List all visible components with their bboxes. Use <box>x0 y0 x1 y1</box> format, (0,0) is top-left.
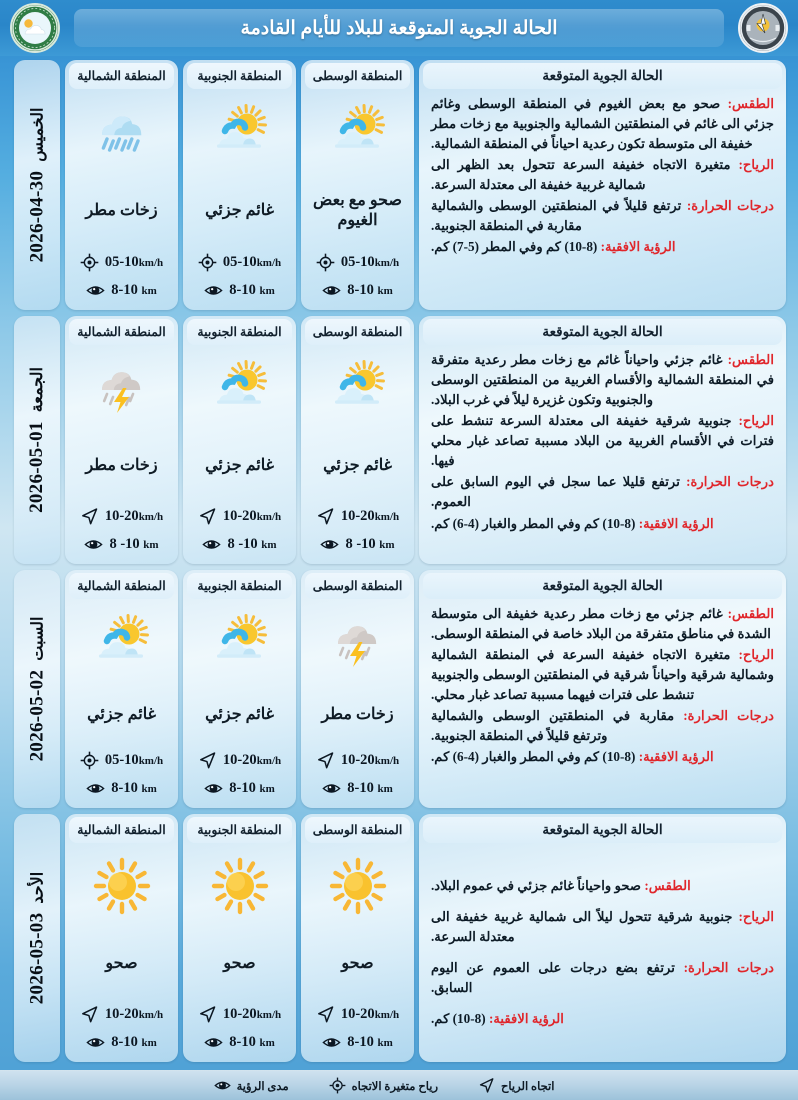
condition-text: زخات مطر <box>85 201 158 219</box>
wind-speed-unit: km/h <box>138 511 164 523</box>
wind-direction-arrow-icon <box>198 507 217 526</box>
region-cell-southern <box>183 814 296 1062</box>
region-header-southern: المنطقة الجنوبية <box>187 63 292 89</box>
narrative-body <box>419 843 786 1062</box>
narrative-label: درجات الحرارة: <box>683 960 774 975</box>
sun-icon <box>89 849 155 923</box>
visibility-eye-icon <box>214 1077 231 1094</box>
variable-wind-icon <box>316 253 335 272</box>
wind-speed-number: 05-10 <box>340 254 375 270</box>
forecast-day-name: الأحد <box>28 871 46 904</box>
narrative-label: الرياح: <box>738 413 774 429</box>
narrative-text: (8-10) كم وفي المطر والغبار (4-6) كم. <box>431 515 636 531</box>
visibility-eye-icon <box>322 281 341 300</box>
forecast-day-name: الخميس <box>29 107 46 162</box>
forecast-narrative-panel <box>419 60 786 310</box>
day-row <box>14 570 786 808</box>
narrative-paragraph <box>431 514 774 534</box>
region-cell-northern <box>65 570 178 808</box>
visibility-eye-icon <box>322 1033 341 1052</box>
visibility-value <box>347 282 393 299</box>
visibility-number: 8-10 <box>347 1034 374 1050</box>
forecast-date: 2026-04-30 <box>26 170 47 263</box>
condition-text: زخات مطر <box>321 705 394 723</box>
visibility-value <box>111 1034 157 1051</box>
wind-speed-unit: km/h <box>374 1009 400 1021</box>
visibility-number: 8-10 <box>111 282 138 298</box>
wind-speed-number: 10-20 <box>104 1006 139 1022</box>
sun-icon <box>325 849 391 923</box>
visibility-number: 8 -10 <box>109 536 140 552</box>
visibility-number: 8-10 <box>111 1034 138 1050</box>
visibility-unit: km <box>141 1037 157 1049</box>
wind-metric <box>185 253 294 272</box>
date-column <box>14 570 60 808</box>
wind-speed-value <box>105 254 163 271</box>
sun-behind-cloud-icon <box>325 95 391 169</box>
wind-speed-value <box>341 1006 399 1023</box>
visibility-eye-icon <box>86 1033 105 1052</box>
condition-text: صحو <box>105 954 138 972</box>
narrative-label: درجات الحرارة: <box>686 474 774 490</box>
thunderstorm-icon <box>89 351 155 425</box>
wind-speed-unit: km/h <box>138 755 164 767</box>
legend-item <box>329 1077 438 1094</box>
region-body <box>183 843 296 1062</box>
forecast-day-name: السبت <box>28 616 46 661</box>
narrative-text: غائم جزئي واحياناً غائم مع زخات مطر رعدية متفرقة في المنطقة الشمالية والأقسام الغربية من المنطقتين الوسطى والجنوبية وتكون غزيرة ليلاً في غرب البلاد. <box>431 352 774 408</box>
narrative-body <box>419 345 786 564</box>
visibility-unit: km <box>259 285 275 297</box>
narrative-paragraph <box>431 604 774 644</box>
visibility-metric <box>67 1033 176 1052</box>
visibility-metric <box>67 281 176 300</box>
region-body <box>301 89 414 310</box>
wind-speed-unit: km/h <box>374 511 400 523</box>
wind-speed-unit: km/h <box>256 1009 282 1021</box>
narrative-text: (8-10) كم وفي المطر والغبار (4-6) كم. <box>431 749 636 765</box>
wind-speed-number: 05-10 <box>104 752 139 768</box>
narrative-text: جنوبية شرقية تتحول ليلاً الى شمالية غربية خفيفة الى معتدلة السرعة. <box>431 908 733 944</box>
rain-shower-icon <box>89 95 155 169</box>
visibility-metric <box>67 535 176 554</box>
wind-speed-unit: km/h <box>374 257 400 269</box>
visibility-metric <box>185 1033 294 1052</box>
legend-label: اتجاه الرياح <box>501 1080 555 1093</box>
narrative-paragraph <box>431 907 774 947</box>
condition-text: غائم جزئي <box>323 456 392 474</box>
wind-speed-value <box>105 508 163 525</box>
narrative-label: الرؤية الافقية: <box>638 515 714 531</box>
condition-text: زخات مطر <box>85 456 158 474</box>
visibility-unit: km <box>141 783 157 795</box>
narrative-text: مقاربة في المنطقتين الوسطى والشمالية وترتفع قليلاً في المنطقة الجنوبية. <box>431 708 675 744</box>
visibility-value <box>109 536 158 553</box>
narrative-text: صحو مع بعض الغيوم في المنطقة الوسطى وغائم جزئي الى غائم في المنطقتين الشمالية والجنوبية مع زخات مطر خفيفة الى متوسطة تكون رعدية احياناً في المنطقة الشمالية. <box>431 96 774 152</box>
legend-label: مدى الرؤية <box>236 1080 289 1093</box>
visibility-eye-icon <box>320 535 339 554</box>
day-row <box>14 316 786 564</box>
narrative-label: الرياح: <box>738 157 774 173</box>
sun-behind-cloud-icon <box>89 605 155 679</box>
region-body <box>183 345 296 564</box>
visibility-value <box>229 1034 275 1051</box>
visibility-metric <box>303 535 412 554</box>
wind-speed-unit: km/h <box>256 511 282 523</box>
wind-metric <box>67 253 176 272</box>
wind-speed-value <box>223 508 281 525</box>
forecast-narrative-panel <box>419 814 786 1062</box>
wind-speed-unit: km/h <box>256 257 282 269</box>
wind-metric <box>67 507 176 526</box>
narrative-text: متغيرة الاتجاه خفيفة السرعة في المنطقة الشمالية وشمالية شرقية واحياناً شرقية في المنطقتين الوسطى والجنوبية تنشط على فترات فيهما مسببة تصاعد غبار محلي. <box>431 647 774 703</box>
wind-direction-arrow-icon <box>316 1005 335 1024</box>
wind-speed-value <box>223 254 281 271</box>
narrative-label: الرياح: <box>738 647 774 663</box>
variable-wind-icon <box>80 751 99 770</box>
wind-direction-arrow-icon <box>80 507 99 526</box>
region-cell-central <box>301 570 414 808</box>
visibility-number: 8-10 <box>111 780 138 796</box>
condition-text: غائم جزئي <box>205 705 274 723</box>
wind-speed-value <box>223 752 281 769</box>
forecast-date: 2026-05-01 <box>25 421 47 513</box>
region-body <box>183 89 296 310</box>
narrative-text: جنوبية شرقية خفيفة الى معتدلة السرعة تنشط على فترات في الأقسام الغربية من البلاد مسببة تصاعد غبار محلي فيها. <box>431 413 774 469</box>
visibility-value <box>227 536 276 553</box>
narrative-header: الحالة الجوية المتوقعة <box>423 63 782 89</box>
visibility-eye-icon <box>202 535 221 554</box>
wind-direction-arrow-icon <box>478 1077 495 1094</box>
visibility-unit: km <box>143 539 159 551</box>
narrative-label: الطقس: <box>727 352 774 367</box>
region-cell-northern <box>65 60 178 310</box>
region-body <box>301 599 414 808</box>
visibility-metric <box>303 281 412 300</box>
visibility-number: 8 -10 <box>345 536 376 552</box>
condition-text: غائم جزئي <box>87 705 156 723</box>
narrative-label: الطقس: <box>644 877 691 893</box>
wind-speed-unit: km/h <box>138 1009 164 1021</box>
condition-text: غائم جزئي <box>205 201 274 219</box>
region-body <box>65 345 178 564</box>
region-body <box>65 843 178 1062</box>
wind-speed-value <box>105 752 163 769</box>
visibility-value <box>229 282 275 299</box>
region-header-northern: المنطقة الشمالية <box>69 817 174 843</box>
region-cell-central <box>301 60 414 310</box>
date-label-group <box>26 367 48 513</box>
narrative-text: متغيرة الاتجاه خفيفة السرعة تتحول بعد الظهر الى شمالية غربية خفيفة الى معتدلة السرعة. <box>431 157 731 193</box>
narrative-text: غائم جزئي مع زخات مطر رعدية خفيفة الى متوسطة الشدة في مناطق متفرقة من البلاد خاصة في المنطقة الوسطى. <box>431 606 771 642</box>
narrative-text: ترتفع قليلا عما سجل في اليوم السابق على العموم. <box>431 474 680 510</box>
narrative-label: الرؤية الافقية: <box>638 749 714 765</box>
narrative-paragraph <box>431 747 774 767</box>
wind-speed-unit: km/h <box>374 755 400 767</box>
visibility-metric <box>185 281 294 300</box>
region-cell-central <box>301 316 414 564</box>
visibility-metric <box>185 779 294 798</box>
visibility-eye-icon <box>84 535 103 554</box>
region-header-southern: المنطقة الجنوبية <box>187 817 292 843</box>
wind-metric <box>303 751 412 770</box>
region-body <box>183 599 296 808</box>
visibility-value <box>345 536 394 553</box>
region-header-northern: المنطقة الشمالية <box>69 319 174 345</box>
header-title-banner <box>74 9 724 47</box>
visibility-unit: km <box>141 285 157 297</box>
visibility-number: 8-10 <box>229 1034 256 1050</box>
region-body <box>301 345 414 564</box>
narrative-paragraph <box>431 155 774 195</box>
date-label-group <box>26 872 48 1005</box>
region-body <box>65 89 178 310</box>
narrative-label: الرياح: <box>738 908 775 924</box>
wind-metric <box>303 253 412 272</box>
wind-speed-number: 10-20 <box>222 508 257 524</box>
condition-text: غائم جزئي <box>205 456 274 474</box>
region-header-southern: المنطقة الجنوبية <box>187 319 292 345</box>
visibility-unit: km <box>259 783 275 795</box>
wind-speed-number: 10-20 <box>222 752 257 768</box>
meteorology-seal-logo <box>738 3 788 53</box>
visibility-unit: km <box>379 539 395 551</box>
forecast-narrative-panel <box>419 570 786 808</box>
weather-cloud-sun-logo <box>10 3 60 53</box>
narrative-label: درجات الحرارة: <box>683 708 775 724</box>
region-header-central: المنطقة الوسطى <box>305 319 410 345</box>
narrative-paragraph <box>431 958 774 998</box>
wind-direction-arrow-icon <box>316 507 335 526</box>
narrative-paragraph <box>431 645 774 705</box>
wind-metric <box>185 1005 294 1024</box>
visibility-eye-icon <box>86 779 105 798</box>
region-header-northern: المنطقة الشمالية <box>69 573 174 599</box>
region-cell-central <box>301 814 414 1062</box>
variable-wind-icon <box>329 1077 346 1094</box>
wind-speed-value <box>341 508 399 525</box>
narrative-label: درجات الحرارة: <box>686 198 774 214</box>
page-title: الحالة الجوية المتوقعة للبلاد للأيام القادمة <box>240 17 558 39</box>
wind-metric <box>185 507 294 526</box>
condition-text: صحو <box>341 954 374 972</box>
date-column <box>14 814 60 1062</box>
wind-speed-number: 05-10 <box>222 254 257 270</box>
wind-metric <box>303 507 412 526</box>
narrative-paragraph <box>431 94 774 154</box>
wind-speed-value <box>341 254 399 271</box>
narrative-paragraph <box>431 876 774 896</box>
wind-speed-unit: km/h <box>138 257 164 269</box>
condition-text: صحو <box>223 954 256 972</box>
thunderstorm-icon <box>325 605 391 679</box>
forecast-day-name: الجمعة <box>28 367 46 413</box>
wind-speed-number: 05-10 <box>104 254 139 270</box>
narrative-paragraph <box>431 472 774 512</box>
legend-footer <box>0 1070 798 1100</box>
region-body <box>65 599 178 808</box>
region-cell-northern <box>65 814 178 1062</box>
narrative-text: ترتفع قليلاً في المنطقتين الوسطى والشمالية مقاربة في المنطقة الجنوبية. <box>431 198 682 234</box>
narrative-header: الحالة الجوية المتوقعة <box>423 817 782 843</box>
date-column <box>14 316 60 564</box>
visibility-unit: km <box>377 285 393 297</box>
narrative-paragraph <box>431 350 774 410</box>
visibility-eye-icon <box>204 779 223 798</box>
wind-speed-value <box>223 1006 281 1023</box>
narrative-label: الرؤية الافقية: <box>488 1011 564 1027</box>
narrative-paragraph <box>431 411 774 471</box>
wind-metric <box>67 1005 176 1024</box>
wind-direction-arrow-icon <box>316 751 335 770</box>
forecast-date: 2026-05-02 <box>25 669 47 762</box>
region-body <box>301 843 414 1062</box>
narrative-body <box>419 599 786 808</box>
visibility-eye-icon <box>204 281 223 300</box>
visibility-number: 8-10 <box>229 282 256 298</box>
narrative-header: الحالة الجوية المتوقعة <box>423 319 782 345</box>
visibility-unit: km <box>259 1037 275 1049</box>
visibility-value <box>111 282 157 299</box>
visibility-metric <box>185 535 294 554</box>
forecast-narrative-panel <box>419 316 786 564</box>
visibility-unit: km <box>377 783 393 795</box>
visibility-eye-icon <box>86 281 105 300</box>
narrative-paragraph <box>431 196 774 236</box>
wind-direction-arrow-icon <box>198 1005 217 1024</box>
narrative-text: ترتفع بضع درجات على العموم عن اليوم السابق. <box>431 960 675 996</box>
narrative-label: الطقس: <box>727 606 775 621</box>
wind-speed-value <box>341 752 399 769</box>
region-cell-southern <box>183 60 296 310</box>
wind-metric <box>303 1005 412 1024</box>
region-header-central: المنطقة الوسطى <box>305 573 410 599</box>
visibility-value <box>347 780 393 797</box>
legend-label: رياح متغيرة الاتجاه <box>351 1080 438 1093</box>
variable-wind-icon <box>198 253 217 272</box>
narrative-label: الطقس: <box>727 96 774 111</box>
wind-speed-unit: km/h <box>256 755 282 767</box>
day-row <box>14 60 786 310</box>
narrative-label: الرؤية الافقية: <box>600 239 676 255</box>
wind-metric <box>67 751 176 770</box>
wind-speed-number: 10-20 <box>340 752 375 768</box>
condition-text: صحو مع بعض الغيوم <box>312 191 403 229</box>
visibility-value <box>229 780 275 797</box>
region-cell-northern <box>65 316 178 564</box>
wind-direction-arrow-icon <box>80 1005 99 1024</box>
wind-speed-number: 10-20 <box>340 1006 375 1022</box>
visibility-metric <box>67 779 176 798</box>
wind-metric <box>185 751 294 770</box>
sun-behind-cloud-icon <box>207 95 273 169</box>
region-cell-southern <box>183 316 296 564</box>
visibility-value <box>347 1034 393 1051</box>
region-header-southern: المنطقة الجنوبية <box>187 573 292 599</box>
page-header <box>0 0 798 56</box>
variable-wind-icon <box>80 253 99 272</box>
visibility-number: 8-10 <box>347 282 374 298</box>
narrative-body <box>419 89 786 310</box>
visibility-metric <box>303 1033 412 1052</box>
wind-speed-number: 10-20 <box>340 508 375 524</box>
visibility-number: 8-10 <box>347 780 374 796</box>
visibility-metric <box>303 779 412 798</box>
narrative-text: صحو واحياناً غائم جزئي في عموم البلاد. <box>431 877 642 893</box>
narrative-text: (8-10) كم. <box>431 1011 486 1027</box>
wind-speed-number: 10-20 <box>222 1006 257 1022</box>
visibility-number: 8-10 <box>229 780 256 796</box>
legend-item <box>478 1077 554 1094</box>
visibility-value <box>111 780 157 797</box>
date-column <box>14 60 60 310</box>
forecast-grid <box>0 56 798 1062</box>
legend-item <box>214 1077 289 1094</box>
region-header-northern: المنطقة الشمالية <box>69 63 174 89</box>
sun-behind-cloud-icon <box>207 605 273 679</box>
narrative-paragraph <box>431 1009 774 1029</box>
sun-icon <box>207 849 273 923</box>
sun-behind-cloud-icon <box>207 351 273 425</box>
visibility-unit: km <box>377 1037 393 1049</box>
visibility-eye-icon <box>204 1033 223 1052</box>
visibility-unit: km <box>261 539 277 551</box>
day-row <box>14 814 786 1062</box>
wind-direction-arrow-icon <box>198 751 217 770</box>
region-cell-southern <box>183 570 296 808</box>
region-header-central: المنطقة الوسطى <box>305 817 410 843</box>
wind-speed-number: 10-20 <box>104 508 139 524</box>
narrative-header: الحالة الجوية المتوقعة <box>423 573 782 599</box>
sun-behind-cloud-icon <box>325 351 391 425</box>
wind-speed-value <box>105 1006 163 1023</box>
region-header-central: المنطقة الوسطى <box>305 63 410 89</box>
narrative-paragraph <box>431 237 774 257</box>
visibility-eye-icon <box>322 779 341 798</box>
date-label-group <box>26 617 48 762</box>
forecast-date: 2026-05-03 <box>25 912 47 1005</box>
narrative-paragraph <box>431 706 774 746</box>
date-label-group <box>26 108 48 263</box>
visibility-number: 8 -10 <box>227 536 258 552</box>
narrative-text: (8-10) كم وفي المطر (5-7) كم. <box>431 239 598 255</box>
